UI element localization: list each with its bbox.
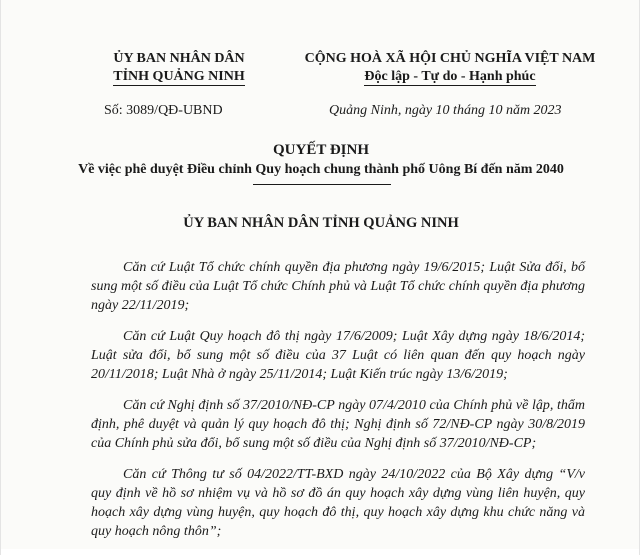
document-title: QUYẾT ĐỊNH — [273, 142, 369, 158]
national-motto-header — [291, 50, 609, 86]
issuing-authority-line2 — [79, 68, 279, 86]
legal-basis-paragraph: Căn cứ Nghị định số 37/2010/NĐ-CP ngày 07/4/2010 của Chính phủ về lập, thẩm định, phê duyệt và quản lý quy hoạch đô thị; Nghị định số 72/NĐ-CP ngày 30/8/2019 của Chính phủ sửa đổi, bổ sung một số điều của Nghị định số 37/2010/NĐ-CP; — [91, 398, 585, 451]
issue-date: Quảng Ninh, ngày 10 tháng 10 năm 2023 — [329, 103, 562, 118]
national-motto: Độc lập - Tự do - Hạnh phúc — [364, 69, 536, 84]
legal-basis-paragraph: Căn cứ Luật Quy hoạch đô thị ngày 17/6/2009; Luật Xây dựng ngày 18/6/2014; Luật sửa đổi, bổ sung một số điều của 37 Luật có liên quan đến quy hoạch ngày 20/11/2018; Luật Nhà ở ngày 25/11/2014; Luật Kiến trúc ngày 13/6/2019; — [91, 329, 585, 382]
legal-basis-paragraph: Căn cứ Thông tư số 04/2022/TT-BXD ngày 24/10/2022 của Bộ Xây dựng “V/v quy định về hồ sơ nhiệm vụ và hồ sơ đồ án quy hoạch xây dựng vùng liên huyện, quy hoạch xây dựng vùng huyện, quy hoạch đô thị, quy hoạch xây dựng khu chức năng và quy hoạch nông thôn”; — [91, 467, 585, 539]
decision-authority: ỦY BAN NHÂN DÂN TỈNH QUẢNG NINH — [183, 215, 459, 231]
subject-divider — [253, 184, 391, 185]
issuing-authority-header — [79, 50, 279, 86]
motto-line — [291, 68, 609, 86]
document-body — [91, 258, 585, 553]
issuing-authority-line1: ỦY BAN NHÂN DÂN — [113, 51, 245, 66]
document-subject: Về việc phê duyệt Điều chỉnh Quy hoạch chung thành phố Uông Bí đến năm 2040 — [78, 162, 564, 177]
issuing-authority-province: TỈNH QUẢNG NINH — [113, 69, 245, 84]
national-title: CỘNG HOÀ XÃ HỘI CHỦ NGHĨA VIỆT NAM — [304, 51, 596, 66]
legal-basis-paragraph: Căn cứ Luật Tổ chức chính quyền địa phương ngày 19/6/2015; Luật Sửa đổi, bổ sung một số điều của Luật Tổ chức Chính phủ và Luật Tổ chức chính quyền địa phương ngày 22/11/2019; — [91, 260, 585, 313]
document-number: Số: 3089/QĐ-UBND — [104, 103, 223, 118]
page-bottom-edge — [1, 549, 640, 555]
